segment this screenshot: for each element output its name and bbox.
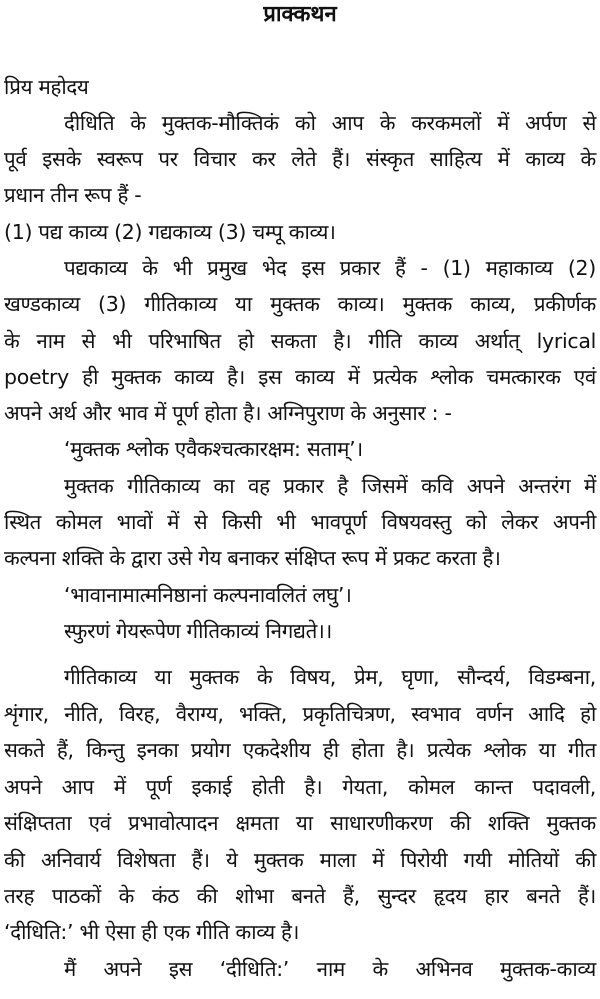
text-line: स्थित कोमल भावों में से किसी भी भावपूर्ण विषयवस्तु को लेकर अपनी xyxy=(4,510,596,534)
text-line: मैं अपने इस ‘दीधिति:’ नाम के अभिनव मुक्तक-काव्य xyxy=(64,957,596,981)
quote-line: स्फुरणं गेयरूपेण गीतिकाव्यं निगद्यते।। xyxy=(64,619,332,643)
text-line: अपने अर्थ और भाव में पूर्ण होता है। अग्निपुराण के अनुसार : - xyxy=(4,401,452,425)
text-line: पूर्व इसके स्वरूप पर विचार कर लेते हैं। संस्कृत साहित्य में काव्य के xyxy=(4,147,596,171)
text-line: संक्षिप्तता एवं प्रभावोत्पादन क्षमता या साधारणीकरण की शक्ति मुक्तक xyxy=(4,811,596,835)
text-line: गीतिकाव्य या मुक्तक के विषय, प्रेम, घृणा, सौन्दर्य, विडम्बना, xyxy=(64,665,596,689)
text-line: दीधिति के मुक्तक-मौक्तिकं को आप के करकमलों में अर्पण से xyxy=(64,111,596,135)
text-line: मुक्तक गीतिकाव्य का वह प्रकार है जिसमें कवि अपने अन्तरंग में xyxy=(64,474,596,498)
quote-line: ‘भावानामात्मनिष्ठानां कल्पनावलितं लघु’। xyxy=(64,583,352,607)
text-line: खण्डकाव्य (3) गीतिकाव्य या मुक्तक काव्य। मुक्तक काव्य, प्रकीर्णक xyxy=(4,292,596,316)
text-line: सकते हैं, किन्तु इनका प्रयोग एकदेशीय ही होता है। प्रत्येक श्लोक या गीत xyxy=(4,738,596,762)
text-line: प्रधान तीन रूप हैं - xyxy=(4,183,142,207)
quote-line: ‘मुक्तक श्लोक एवैकश्चत्कारक्षम: सताम्’। xyxy=(64,437,363,461)
text-line: poetry ही मुक्तक काव्य है। इस काव्य में प्रत्येक श्लोक चमत्कारक एवं xyxy=(4,365,596,389)
text-line: (1) पद्य काव्य (2) गद्यकाव्य (3) चम्पू काव्य। xyxy=(4,220,336,244)
salutation: प्रिय महोदय xyxy=(4,75,89,99)
text-line: ‘दीधिति:’ भी ऐसा ही एक गीति काव्य है। xyxy=(4,920,300,944)
text-line: अपने आप में पूर्ण इकाई होती है। गेयता, कोमल कान्त पदावली, xyxy=(4,775,596,799)
text-line: शृंगार, नीति, विरह, वैराग्य, भक्ति, प्रकृतिचित्रण, स्वभाव वर्णन आदि हो xyxy=(4,702,596,726)
text-line: पद्यकाव्य के भी प्रमुख भेद इस प्रकार हैं - (1) महाकाव्य (2) xyxy=(64,256,596,280)
text-line: कल्पना शक्ति के द्वारा उसे गेय बनाकर संक्षिप्त रूप में प्रकट करता है। xyxy=(4,546,501,570)
text-line: की अनिवार्य विशेषता हैं। ये मुक्तक माला में पिरोयी गयी मोतियों की xyxy=(4,848,596,872)
text-line: तरह पाठकों के कंठ की शोभा बनते हैं, सुन्दर हृदय हार बनते हैं। xyxy=(4,884,596,908)
page-title: प्राक्कथन xyxy=(263,2,337,27)
text-line: के नाम से भी परिभाषित हो सकता है। गीति काव्य अर्थात् lyrical xyxy=(4,329,596,353)
